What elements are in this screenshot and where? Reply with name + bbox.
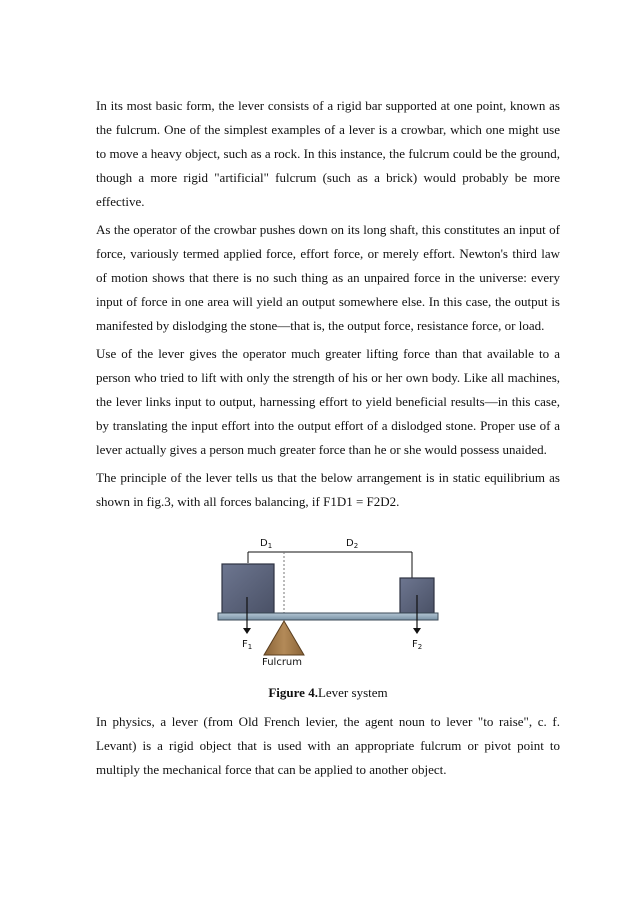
paragraph-input-force: As the operator of the crowbar pushes down on its long shaft, this constitutes an input of force, variously termed applied force, effort force, or merely effort. Newton's third law of motion shows that there is no such thing as an unpaired force in the universe: every input of force in one area will yield an output somewhere else. In this case, the output is manifested by dislodging the stone—that is, the output force, resistance force, or load.: [96, 222, 560, 333]
caption-figure-number: Figure 4.: [268, 685, 318, 700]
f2-label: $F_2$: [412, 639, 423, 651]
paragraph-lifting-force: Use of the lever gives the operator much greater lifting force than that available to a person who tried to lift with only the strength of his or her own body. Like all machines, the lever links input to output, harnessing effort to yield beneficial results—in this case, by translating the input effort into the output effort of a dislodged stone. Proper use of a lever actually gives a person much greater force than he or she would possess unaided.: [96, 346, 560, 457]
paragraph-lever-basic-form: In its most basic form, the lever consists of a rigid bar supported at one point, known as the fulcrum. One of the simplest examples of a lever is a crowbar, which one might use to move a heavy object, such as a rock. In this instance, the fulcrum could be the ground, though a more rigid "artificial" fulcrum (such as a brick) would probably be more effective.: [96, 98, 560, 209]
f1-label: $F_1$: [242, 639, 253, 651]
paragraph-lever-definition: In physics, a lever (from Old French levier, the agent noun to lever "to raise", c. f. Levant) is a rigid object that is used with an appropriate fulcrum or pivot point to multiply the mechanical force that can be applied to another object.: [96, 714, 560, 777]
paragraph-static-equilibrium: The principle of the lever tells us that the below arrangement is in static equilibrium as shown in fig.3, with all forces balancing, if F1D1 = F2D2.: [96, 470, 560, 509]
lever-system-figure: [216, 533, 440, 673]
d2-label: $D_2$: [346, 538, 359, 550]
figure-caption: [96, 683, 560, 703]
left-block-icon: [222, 564, 274, 613]
fulcrum-label: Fulcrum: [262, 657, 303, 668]
fulcrum-triangle-icon: [264, 621, 304, 655]
d1-label: $D_1$: [260, 538, 273, 550]
caption-text: Lever system: [317, 685, 388, 700]
lever-beam: [218, 613, 438, 620]
